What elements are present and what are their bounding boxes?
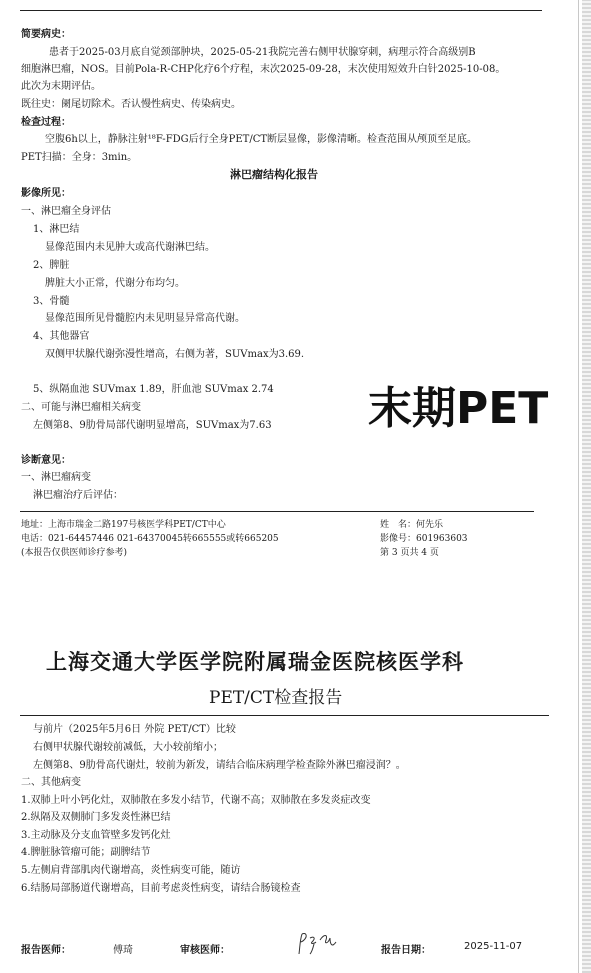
other-lesion-5: 5.左侧肩背部肌肉代谢增高，炎性病变可能，随访 (21, 865, 241, 876)
report-type-title: PET/CT检查报告 (209, 688, 343, 708)
comparison-line: 与前片（2025年5月6日 外院 PET/CT）比较 (33, 724, 236, 735)
hospital-name: 上海交通大学医学院附属瑞金医院核医学科 (46, 649, 464, 674)
diagnosis-heading: 诊断意见： (21, 455, 71, 466)
history-heading: 简要病史： (21, 29, 71, 40)
past-history: 既往史：阑尾切除术。否认慢性病史、传染病史。 (21, 99, 241, 110)
other-lesion-4: 4.脾脏脉管瘤可能；副脾结节 (21, 847, 151, 858)
date-label: 报告日期： (381, 945, 431, 956)
finding-other-organs: 4、其他器官 (33, 331, 90, 342)
footer-rule (20, 511, 534, 512)
footer-note: (本报告仅供医师诊疗参考) (21, 548, 128, 558)
finding-lymph-node-text: 显像范围内未见肿大或高代谢淋巴结。 (45, 242, 215, 253)
finding-rib-text: 左侧第8、9肋骨局部代谢明显增高，SUVmax为7.63 (33, 420, 272, 431)
doctor-name: 傅琦 (113, 945, 133, 956)
report-date: 2025-11-07 (464, 941, 523, 952)
rib-comparison: 左侧第8、9肋骨高代谢灶，较前为新发，请结合临床病理学检查除外淋巴瘤浸润？。 (33, 760, 406, 771)
exam-line-1: 空腹6h以上，静脉注射¹⁸F-FDG后行全身PET/CT断层显像，影像清晰。检查范围从颅顶至足底。 (45, 134, 478, 145)
other-lesion-2: 2.纵隔及双侧肺门多发炎性淋巴结 (21, 812, 171, 823)
finding-section-1: 一、淋巴瘤全身评估 (21, 206, 111, 217)
history-line-1: 患者于2025-03月底自觉颈部肿块，2025-05-21我院完善右侧甲状腺穿刺，病理示符合高级别B (49, 47, 476, 58)
header-rule (20, 715, 549, 716)
finding-lymph-node: 1、淋巴结 (33, 224, 80, 235)
page-edge-line (578, 0, 579, 973)
exam-line-2: PET扫描：全身：3min。 (21, 152, 138, 163)
diagnosis-line-1: 淋巴瘤治疗后评估： (33, 490, 123, 501)
other-lesions-heading: 二、其他病变 (21, 777, 81, 788)
report-title: 淋巴瘤结构化报告 (230, 168, 318, 181)
finding-bone-marrow-text: 显像范围所见骨髓腔内未见明显异常高代谢。 (45, 313, 245, 324)
finding-spleen-text: 脾脏大小正常，代谢分布均匀。 (45, 278, 185, 289)
thyroid-comparison: 右侧甲状腺代谢较前减低，大小较前缩小； (33, 742, 223, 753)
exam-heading: 检查过程： (21, 117, 71, 128)
reviewer-signature (296, 930, 340, 958)
top-rule (20, 10, 542, 11)
page-number: 第 3 页共 4 页 (380, 548, 439, 558)
other-lesion-3: 3.主动脉及分支血管壁多发钙化灶 (21, 830, 171, 841)
history-line-2: 细胞淋巴瘤，NOS。目前Pola-R-CHP化疗6个疗程，末次2025-09-28，末次使用短效升白针2025-10-08。 (21, 64, 506, 75)
findings-heading: 影像所见： (21, 188, 71, 199)
finding-spleen: 2、脾脏 (33, 260, 70, 271)
history-line-3: 此次为末期评估。 (21, 81, 101, 92)
patient-name: 姓 名：何先乐 (380, 520, 444, 530)
doctor-label: 报告医师： (21, 945, 71, 956)
finding-thyroid-text: 双侧甲状腺代谢弥漫性增高，右侧为著，SUVmax为3.69. (45, 349, 305, 360)
footer-phone: 电话：021-64457446 021-64370045转665555或转665205 (21, 534, 279, 544)
reviewer-label: 审核医师： (180, 945, 230, 956)
finding-bone-marrow: 3、骨髓 (33, 296, 70, 307)
image-number: 影像号：601963603 (380, 534, 468, 544)
footer-address: 地址：上海市瑞金二路197号核医学科PET/CT中心 (21, 520, 226, 530)
overlay-label: 末期PET (368, 383, 549, 434)
other-lesion-6: 6.结肠局部肠道代谢增高，目前考虑炎性病变，请结合肠镜检查 (21, 883, 301, 894)
other-lesion-1: 1.双肺上叶小钙化灶，双肺散在多发小结节，代谢不高；双肺散在多发炎症改变 (21, 795, 371, 806)
scrollbar[interactable] (582, 0, 591, 973)
diagnosis-section-1: 一、淋巴瘤病变 (21, 472, 91, 483)
finding-blood-pool: 5、纵隔血池 SUVmax 1.89，肝血池 SUVmax 2.74 (33, 384, 274, 395)
finding-section-2: 二、可能与淋巴瘤相关病变 (21, 402, 141, 413)
